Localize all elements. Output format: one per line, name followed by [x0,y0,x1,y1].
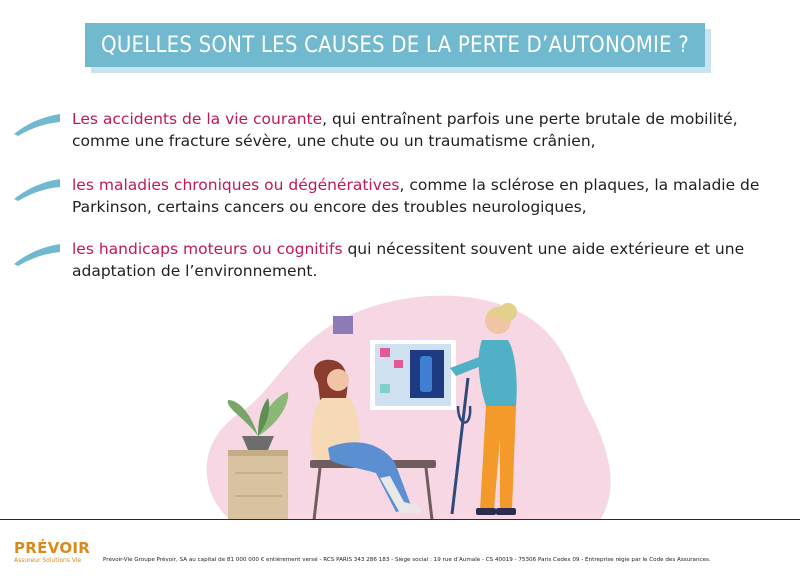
caregiver-top [479,340,517,406]
footer-divider [0,519,800,520]
title-box [85,23,705,67]
prevoir-logo [14,540,90,565]
logo-tagline: Assureur Solutions Vie [14,557,82,564]
item-highlight: Les accidents de la vie courante [72,110,323,128]
page-title: QUELLES SONT LES CAUSES DE LA PERTE D’AUTONOMIE ? [101,32,689,58]
item-highlight: les handicaps moteurs ou cognitifs [72,240,343,258]
item-text: qui nécessitent souvent une aide extérieure et une adaptation de l’environnement. [72,240,745,280]
caregiver-illustration [190,288,620,520]
logo-name: PRÉVOIR [14,539,91,557]
swoosh-bullet-icon [10,240,62,268]
list-item [72,174,792,218]
swoosh-bullet-icon [10,110,62,138]
legal-notice: Prévoir-Vie Groupe Prévoir, SA au capital de 81 000 000 € entièrement versé - RCS PARIS 343 286 183 - Siège social : 19 rue d’Aumale - CS 40019 - 75306 Paris Cedex 09 - Entreprise régie par le Code des Assurances. [103,557,711,563]
cabinet [228,450,288,520]
title-banner [85,23,711,73]
swoosh-bullet-icon [10,175,62,203]
list-item [72,108,792,152]
item-highlight: les maladies chroniques ou dégénératives [72,176,400,194]
list-item [72,238,792,282]
wall-frame [333,316,353,334]
item-text: , qui entraînent parfois une perte brutale de mobilité, comme une fracture sévère, une chute ou un traumatisme crânien, [72,110,738,150]
item-text: , comme la sclérose en plaques, la maladie de Parkinson, certains cancers ou encore des troubles neurologiques, [72,176,760,216]
